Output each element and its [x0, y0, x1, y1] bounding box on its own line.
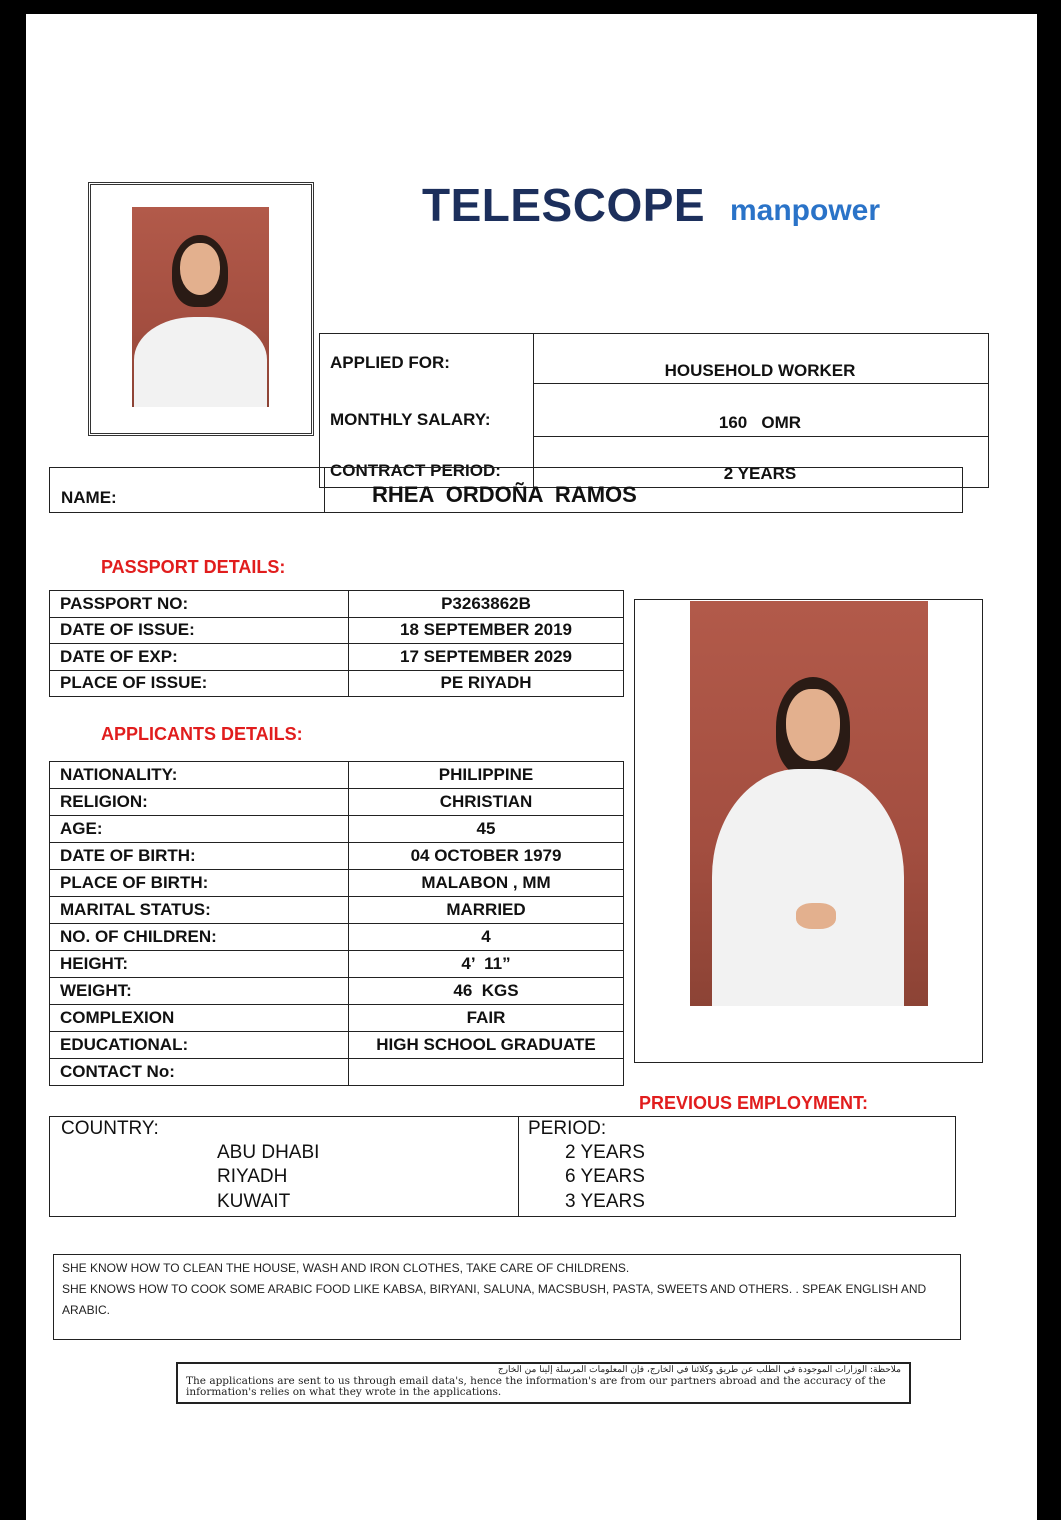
notes-line: SHE KNOW HOW TO CLEAN THE HOUSE, WASH AND IRON CLOTHES, TAKE CARE OF CHILDRENS. — [62, 1261, 630, 1275]
salary-value: 160 OMR — [718, 413, 802, 432]
children-value: 4 — [349, 924, 624, 951]
applied-for-label: APPLIED FOR: — [330, 353, 450, 372]
country-item: RIYADH — [217, 1166, 288, 1187]
passport-no-label: PASSPORT NO: — [50, 591, 349, 618]
applicant-table — [49, 761, 624, 1086]
table-row — [50, 897, 624, 924]
country-item: ABU DHABI — [217, 1142, 320, 1163]
country-label: COUNTRY: — [61, 1118, 159, 1139]
table-row — [50, 951, 624, 978]
applicant-heading: APPLICANTS DETAILS: — [101, 724, 303, 744]
dob-value: 04 OCTOBER 1979 — [349, 843, 624, 870]
table-row — [50, 789, 624, 816]
nationality-value: PHILIPPINE — [349, 762, 624, 789]
passport-heading: PASSPORT DETAILS: — [101, 557, 286, 577]
disclaimer-arabic: ملاحظة: الوزارات الموجودة في الطلب عن طريق وكلائنا في الخارج، فإن المعلومات المرسلة إلينا من الخارج — [497, 1365, 901, 1375]
place-issue-value: PE RIYADH — [349, 670, 624, 697]
applied-for-value: HOUSEHOLD WORKER — [664, 361, 856, 380]
marital-label: MARITAL STATUS: — [50, 897, 349, 924]
exp-date-value: 17 SEPTEMBER 2029 — [349, 644, 624, 671]
age-label: AGE: — [50, 816, 349, 843]
table-row — [50, 1032, 624, 1059]
disclaimer-stamp — [176, 1362, 911, 1404]
place-issue-label: PLACE OF ISSUE: — [50, 670, 349, 697]
period-label: PERIOD: — [528, 1118, 607, 1139]
table-row — [50, 617, 624, 644]
contact-label: CONTACT No: — [50, 1059, 349, 1086]
table-row — [50, 670, 624, 697]
table-row — [50, 1005, 624, 1032]
applicant-photo-large — [690, 601, 928, 1006]
disclaimer-english: The applications are sent to us through email data's, hence the information's are from our partners abroad and the accuracy of the information's relies on what they wrote in the applications. — [186, 1375, 886, 1398]
passport-no-value: P3263862B — [349, 591, 624, 618]
nationality-label: NATIONALITY: — [50, 762, 349, 789]
salary-label: MONTHLY SALARY: — [330, 410, 491, 429]
table-row — [50, 591, 624, 618]
complexion-label: COMPLEXION — [50, 1005, 349, 1032]
applicant-photo-small-frame — [88, 182, 314, 436]
weight-value: 46 KGS — [349, 978, 624, 1005]
pob-value: MALABON , MM — [349, 870, 624, 897]
education-value: HIGH SCHOOL GRADUATE — [349, 1032, 624, 1059]
children-label: NO. OF CHILDREN: — [50, 924, 349, 951]
contract-value: 2 YEARS — [723, 464, 797, 483]
age-value: 45 — [349, 816, 624, 843]
table-row — [50, 924, 624, 951]
table-row — [50, 644, 624, 671]
height-label: HEIGHT: — [50, 951, 349, 978]
weight-label: WEIGHT: — [50, 978, 349, 1005]
table-row — [50, 978, 624, 1005]
marital-value: MARRIED — [349, 897, 624, 924]
religion-label: RELIGION: — [50, 789, 349, 816]
contract-label: CONTRACT PERIOD: — [330, 461, 501, 480]
period-item: 2 YEARS — [565, 1142, 645, 1163]
exp-date-label: DATE OF EXP: — [50, 644, 349, 671]
table-row — [50, 843, 624, 870]
table-row — [50, 762, 624, 789]
education-label: EDUCATIONAL: — [50, 1032, 349, 1059]
period-item: 3 YEARS — [565, 1191, 645, 1212]
passport-table — [49, 590, 624, 697]
height-value: 4’ 11” — [349, 951, 624, 978]
name-value: RHEA ORDOÑA RAMOS — [372, 482, 637, 507]
name-label: NAME: — [61, 488, 117, 507]
employment-box — [49, 1116, 956, 1217]
pob-label: PLACE OF BIRTH: — [50, 870, 349, 897]
religion-value: CHRISTIAN — [349, 789, 624, 816]
country-item: KUWAIT — [217, 1191, 291, 1212]
contact-value — [349, 1059, 624, 1086]
issue-date-value: 18 SEPTEMBER 2019 — [349, 617, 624, 644]
period-item: 6 YEARS — [565, 1166, 645, 1187]
skills-notes — [53, 1254, 961, 1340]
brand-sub: manpower — [730, 194, 881, 227]
dob-label: DATE OF BIRTH: — [50, 843, 349, 870]
table-row — [50, 816, 624, 843]
notes-line: SHE KNOWS HOW TO COOK SOME ARABIC FOOD LIKE KABSA, BIRYANI, SALUNA, MACSBUSH, PASTA, SWEETS AND OTHERS. . SPEAK ENGLISH AND ARABIC. — [62, 1282, 927, 1317]
applicant-photo-small — [132, 207, 269, 407]
employment-heading: PREVIOUS EMPLOYMENT: — [639, 1093, 869, 1113]
table-row — [50, 1059, 624, 1086]
issue-date-label: DATE OF ISSUE: — [50, 617, 349, 644]
complexion-value: FAIR — [349, 1005, 624, 1032]
brand-logo: TELESCOPE — [422, 179, 706, 231]
table-row — [50, 870, 624, 897]
